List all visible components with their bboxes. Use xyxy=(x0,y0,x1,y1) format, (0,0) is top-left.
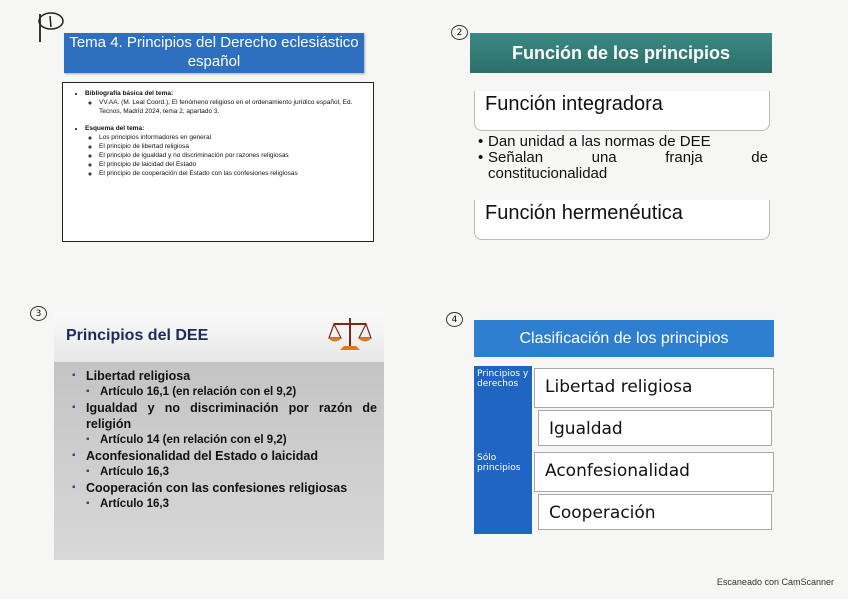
principle-article: Artículo 14 (en relación con el 9,2) xyxy=(100,434,287,446)
principle-item: Aconfesionalidad del Estado o laicidad xyxy=(86,449,318,463)
slide3-list: ▪ Libertad religiosa ▪ Artículo 16,1 (en relación con el 9,2) ▪ Igualdad y no discriminación por razón de religión ▪ Artículo 14 (en relación con el 9,2) ▪ Aconfesionalidad del Estado o laicidad ▪ Artículo 16,3 ▪ Cooperación con las confesiones religiosas ▪ Artículo 16,3 xyxy=(72,369,377,510)
classification-cell: Igualdad xyxy=(538,410,772,446)
classification-cell: Cooperación xyxy=(538,494,772,530)
scheme-item: ◦ El principio de laicidad del Estado xyxy=(99,160,363,169)
bullet-item: Señalan una franja de xyxy=(488,149,768,166)
slide1-title: Tema 4. Principios del Derecho eclesiástico español xyxy=(64,33,364,73)
slide3-title: Principios del DEE xyxy=(66,327,209,344)
scheme-item: ◦ El principio de libertad religiosa xyxy=(99,142,363,151)
scheme-item: ◦ Los principios informadores en general xyxy=(99,133,363,142)
group-label-principles-only: Sólo principios xyxy=(474,450,532,534)
slide2-title: Función de los principios xyxy=(470,33,772,73)
slide3-number: 3 xyxy=(30,306,47,321)
slide1-content-box xyxy=(62,82,374,242)
integrating-function-card: Función integradora xyxy=(474,91,770,131)
scales-icon xyxy=(328,314,372,354)
bullet-item: Dan unidad a las normas de DEE xyxy=(488,133,711,150)
slide4-number: 4 xyxy=(446,312,463,327)
principle-item: Libertad religiosa xyxy=(86,369,191,383)
group-label-principles-rights: Principios y derechos xyxy=(474,366,532,450)
scheme-item: ◦ El principio de igualdad y no discriminación por razones religiosas xyxy=(99,151,363,160)
principle-item: Igualdad y no discriminación por razón de religión xyxy=(86,401,377,431)
principle-item: Cooperación con las confesiones religiosas xyxy=(86,481,348,495)
bibliography-item: ◦ VV.AA. (M. Leal Coord.), El fenómeno religioso en el ordenamiento jurídico español, Ed. Tecnos, Madrid 2024, tema 2, apartado 3. xyxy=(99,98,363,116)
principle-article: Artículo 16,3 xyxy=(100,498,170,510)
bullet-item-continued: constitucionalidad xyxy=(488,165,608,182)
scheme-item: ◦ El principio de cooperación del Estado con las confesiones religiosas xyxy=(99,169,363,178)
scanner-watermark: Escaneado con CamScanner xyxy=(716,577,834,587)
slide2-bullets: • Dan unidad a las normas de DEE • Señalan una franja de constitucionalidad xyxy=(478,133,768,182)
hermeneutic-function-card: Función hermenéutica xyxy=(474,200,770,240)
classification-cell: Libertad religiosa xyxy=(534,368,774,408)
slide2-number: 2 xyxy=(451,25,468,40)
bibliography-heading: Bibliografía básica del tema: xyxy=(85,90,174,97)
slide4-title: Clasificación de los principios xyxy=(474,320,774,357)
scheme-heading: Esquema del tema: xyxy=(85,125,145,132)
classification-cell: Aconfesionalidad xyxy=(534,452,774,492)
principle-article: Artículo 16,1 (en relación con el 9,2) xyxy=(100,386,297,398)
principle-article: Artículo 16,3 xyxy=(100,466,170,478)
